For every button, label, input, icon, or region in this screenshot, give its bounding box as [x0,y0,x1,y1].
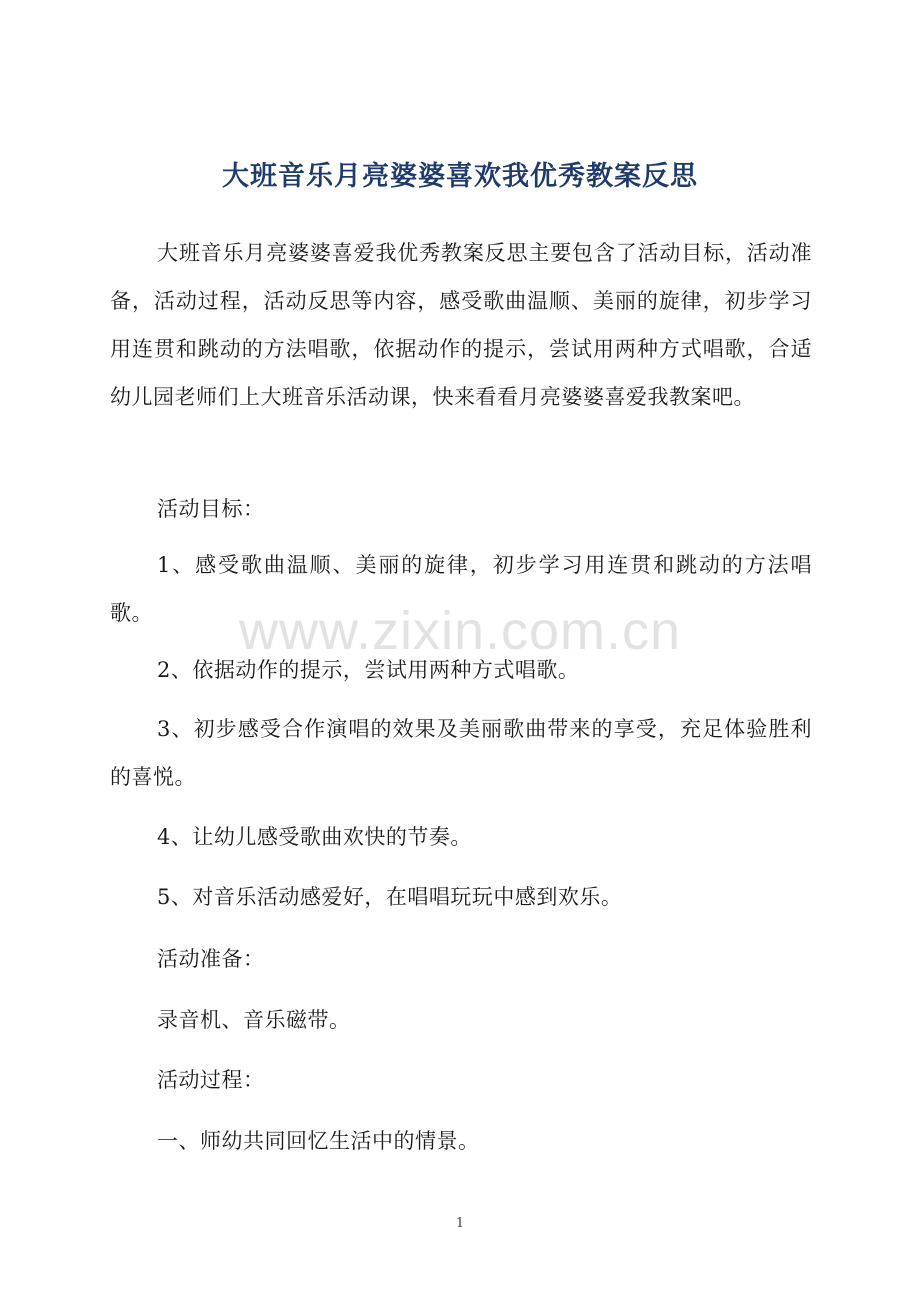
page-number: 1 [455,1216,465,1231]
preparation-item: 录音机、音乐磁带。 [157,1008,351,1032]
process-step-1: 一、师幼共同回忆生活中的情景。 [157,1129,480,1153]
goal-item-4: 4、让幼儿感受歌曲欢快的节奏。 [157,825,472,849]
watermark-text: www.zixin.com.cn [238,601,682,661]
section-heading-goals: 活动目标： [157,497,265,521]
document-title: 大班音乐月亮婆婆喜欢我优秀教案反思 [222,161,698,192]
goal-item-3: 3、初步感受合作演唱的效果及美丽歌曲带来的享受，充足体验胜利的喜悦。 [110,717,812,789]
goal-item-2: 2、依据动作的提示，尝试用两种方式唱歌。 [157,658,580,682]
goal-item-1: 1、感受歌曲温顺、美丽的旋律，初步学习用连贯和跳动的方法唱歌。 [110,553,812,625]
section-heading-preparation: 活动准备： [157,947,265,971]
goal-item-5: 5、对音乐活动感爱好，在唱唱玩玩中感到欢乐。 [157,885,623,909]
section-heading-process: 活动过程： [157,1068,265,1092]
intro-paragraph: 大班音乐月亮婆婆喜爱我优秀教案反思主要包含了活动目标，活动准备，活动过程，活动反思等内容，感受歌曲温顺、美丽的旋律，初步学习用连贯和跳动的方法唱歌，依据动作的提示，尝试用两种方式唱歌，合适幼儿园老师们上大班音乐活动课，快来看看月亮婆婆喜爱我教案吧。 [110,241,812,409]
